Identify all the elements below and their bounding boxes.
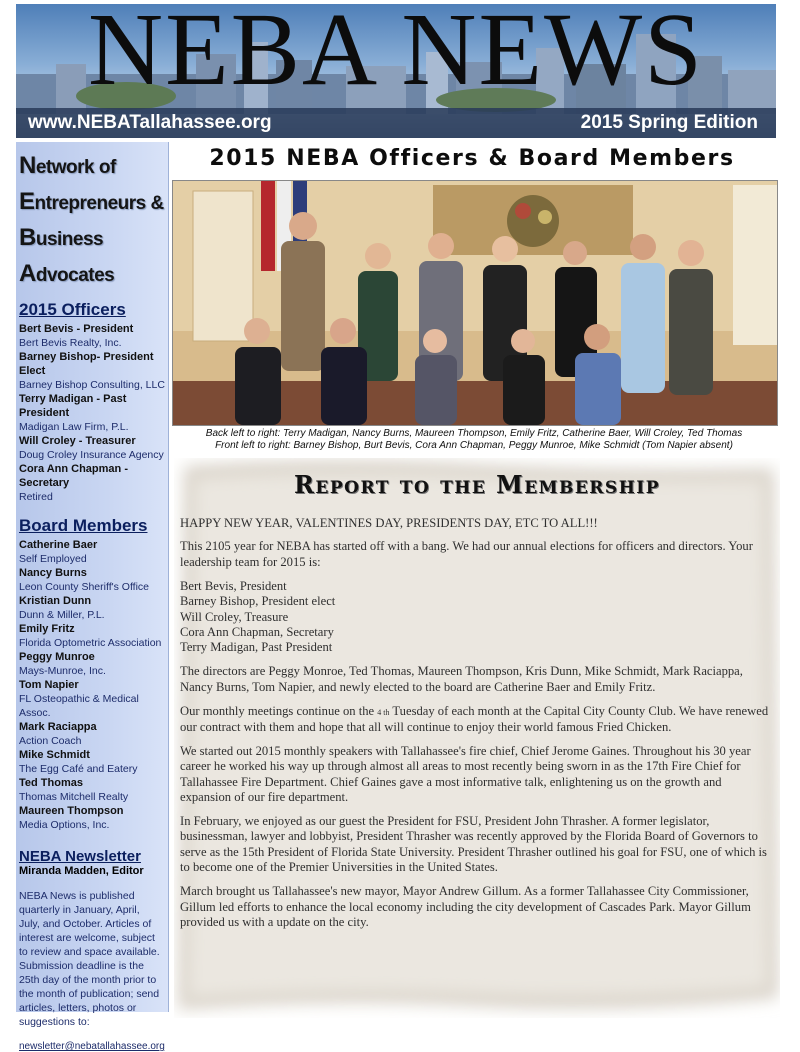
board-member-name: Emily Fritz <box>19 623 75 635</box>
officer-name: Terry Madigan - Past President <box>19 393 127 419</box>
report-section <box>174 458 780 1018</box>
board-member-affiliation: Self Employed <box>19 553 87 565</box>
newsletter-blurb: NEBA News is published quarterly in January, April, July, and October. Articles of interest are welcome, subject to review and space available. Submission deadline is the 25th day of the month prior to the month of publication; send articles, letters, photos or suggestions to: <box>19 890 160 1028</box>
website-url[interactable]: www.NEBATallahassee.org <box>28 112 272 133</box>
board-member-affiliation: Florida Optometric Association <box>19 637 162 649</box>
leadership-item: Terry Madigan, Past President <box>180 640 333 655</box>
report-speakers: We started out 2015 monthly speakers with Tallahassee's fire chief, Chief Jerome Gaines. Throughout his 30 year career he worked his way up through almost all areas to most recently being sworn in as the 17th Fire Chief for Tallahassee Fire Department. Chief Gaines gave a most informative talk, enlightening us on the growth and expansion of our fire department. <box>180 743 751 805</box>
officer-name: Will Croley - Treasurer <box>19 435 136 447</box>
acronym-line: Entrepreneurs & <box>19 188 164 215</box>
report-march: March brought us Tallahassee's new mayor, Mayor Andrew Gillum. As a former Tallahassee City Commissioner, Gillum led efforts to enhance the local economy including the city development of Cascades Park. Mayor Gillum provided us with a update on the city. <box>180 884 751 929</box>
officer-name: Bert Bevis - President <box>19 323 134 335</box>
board-member-affiliation: Media Options, Inc. <box>19 819 110 831</box>
board-heading: Board Members <box>19 516 148 535</box>
officer-affiliation: Bert Bevis Realty, Inc. <box>19 337 122 349</box>
leadership-item: Bert Bevis, President <box>180 578 287 593</box>
board-member-affiliation: Thomas Mitchell Realty <box>19 791 129 803</box>
acronym-line: Network of <box>19 152 116 179</box>
board-member-name: Mike Schmidt <box>19 749 90 761</box>
group-photo <box>172 180 778 426</box>
report-meetings: Our monthly meetings continue on the 4 th Tuesday of each month at the Capital City County Club. We have renewed our contract with them and hope that all will continue to enjoy their world famous Fried Chicken. <box>180 703 769 734</box>
leadership-item: Cora Ann Chapman, Secretary <box>180 624 334 639</box>
officer-affiliation: Doug Croley Insurance Agency <box>19 449 164 461</box>
board-member-name: Mark Raciappa <box>19 721 97 733</box>
officer-list <box>16 322 168 504</box>
board-member-affiliation: Dunn & Miller, P.L. <box>19 609 105 621</box>
officers-heading: 2015 Officers <box>19 300 126 319</box>
board-member-name: Ted Thomas <box>19 777 83 789</box>
board-member-affiliation: The Egg Café and Eatery <box>19 763 138 775</box>
officer-name: Barney Bishop- President Elect <box>19 351 154 377</box>
board-member-affiliation: Mays-Munroe, Inc. <box>19 665 106 677</box>
officer-name: Cora Ann Chapman - Secretary <box>19 463 128 489</box>
report-greeting: HAPPY NEW YEAR, VALENTINES DAY, PRESIDENTS DAY, ETC TO ALL!!! <box>180 516 598 530</box>
report-intro: This 2105 year for NEBA has started off with a bang. We had our annual elections for officers and directors. Your leadership team for 2015 is: <box>180 539 753 569</box>
newsletter-title: NEBA NEWS <box>88 4 704 107</box>
board-member-name: Peggy Munroe <box>19 651 95 663</box>
officer-affiliation: Barney Bishop Consulting, LLC <box>19 379 165 391</box>
board-list <box>16 538 168 832</box>
caption-back-row: Back left to right: Terry Madigan, Nancy Burns, Maureen Thompson, Emily Fritz, Catherine Baer, Will Croley, Ted Thomas <box>205 428 743 439</box>
edition-label: 2015 Spring Edition <box>580 112 758 133</box>
newsletter-email-link[interactable]: newsletter@nebatallahassee.org <box>19 1041 165 1052</box>
board-member-name: Tom Napier <box>19 679 79 691</box>
acronym-line: Advocates <box>19 260 115 287</box>
board-member-affiliation: FL Osteopathic & Medical Assoc. <box>19 693 139 719</box>
officer-affiliation: Madigan Law Firm, P.L. <box>19 421 129 433</box>
acronym-line: Business <box>19 224 104 251</box>
board-member-affiliation: Action Coach <box>19 735 82 747</box>
group-photo-image <box>173 181 777 425</box>
newsletter-editor: Miranda Madden, Editor <box>19 865 144 877</box>
report-directors: The directors are Peggy Monroe, Ted Thomas, Maureen Thompson, Kris Dunn, Mike Schmidt, Mark Raciappa, Nancy Burns, Tom Napier, and newly elected to the board are Catherine Baer and Emily Fritz. <box>180 664 743 694</box>
leadership-list <box>180 579 772 656</box>
board-member-name: Maureen Thompson <box>19 805 124 817</box>
officers-section-title: 2015 NEBA Officers & Board Members <box>209 146 735 171</box>
report-body <box>180 516 772 939</box>
board-member-affiliation: Leon County Sheriff's Office <box>19 581 150 593</box>
leadership-item: Will Croley, Treasure <box>180 609 289 624</box>
newsletter-heading: NEBA Newsletter <box>19 848 141 865</box>
board-member-name: Catherine Baer <box>19 539 98 551</box>
board-member-name: Kristian Dunn <box>19 595 92 607</box>
photo-caption <box>172 428 776 452</box>
report-february: In February, we enjoyed as our guest the President for FSU, President John Thrasher. A former legislator, businessman, lawyer and lobbyist, President Thrasher was recently approved by the Florida Board of Governors to serve as the 15th President of Florida State University. President Thrasher outlined his goal for FSU, one of which is to become one of the Premier Universities in the United States. <box>180 814 767 875</box>
caption-front-row: Front left to right: Barney Bishop, Burt Bevis, Cora Ann Chapman, Peggy Munroe, Mike Schmidt (Tom Napier absent) <box>215 440 733 451</box>
masthead-banner <box>16 4 776 138</box>
board-member-name: Nancy Burns <box>19 567 87 579</box>
report-title: Report to the Membership <box>293 470 661 499</box>
officer-affiliation: Retired <box>19 491 53 503</box>
sidebar <box>16 142 169 1052</box>
leadership-item: Barney Bishop, President elect <box>180 594 336 609</box>
